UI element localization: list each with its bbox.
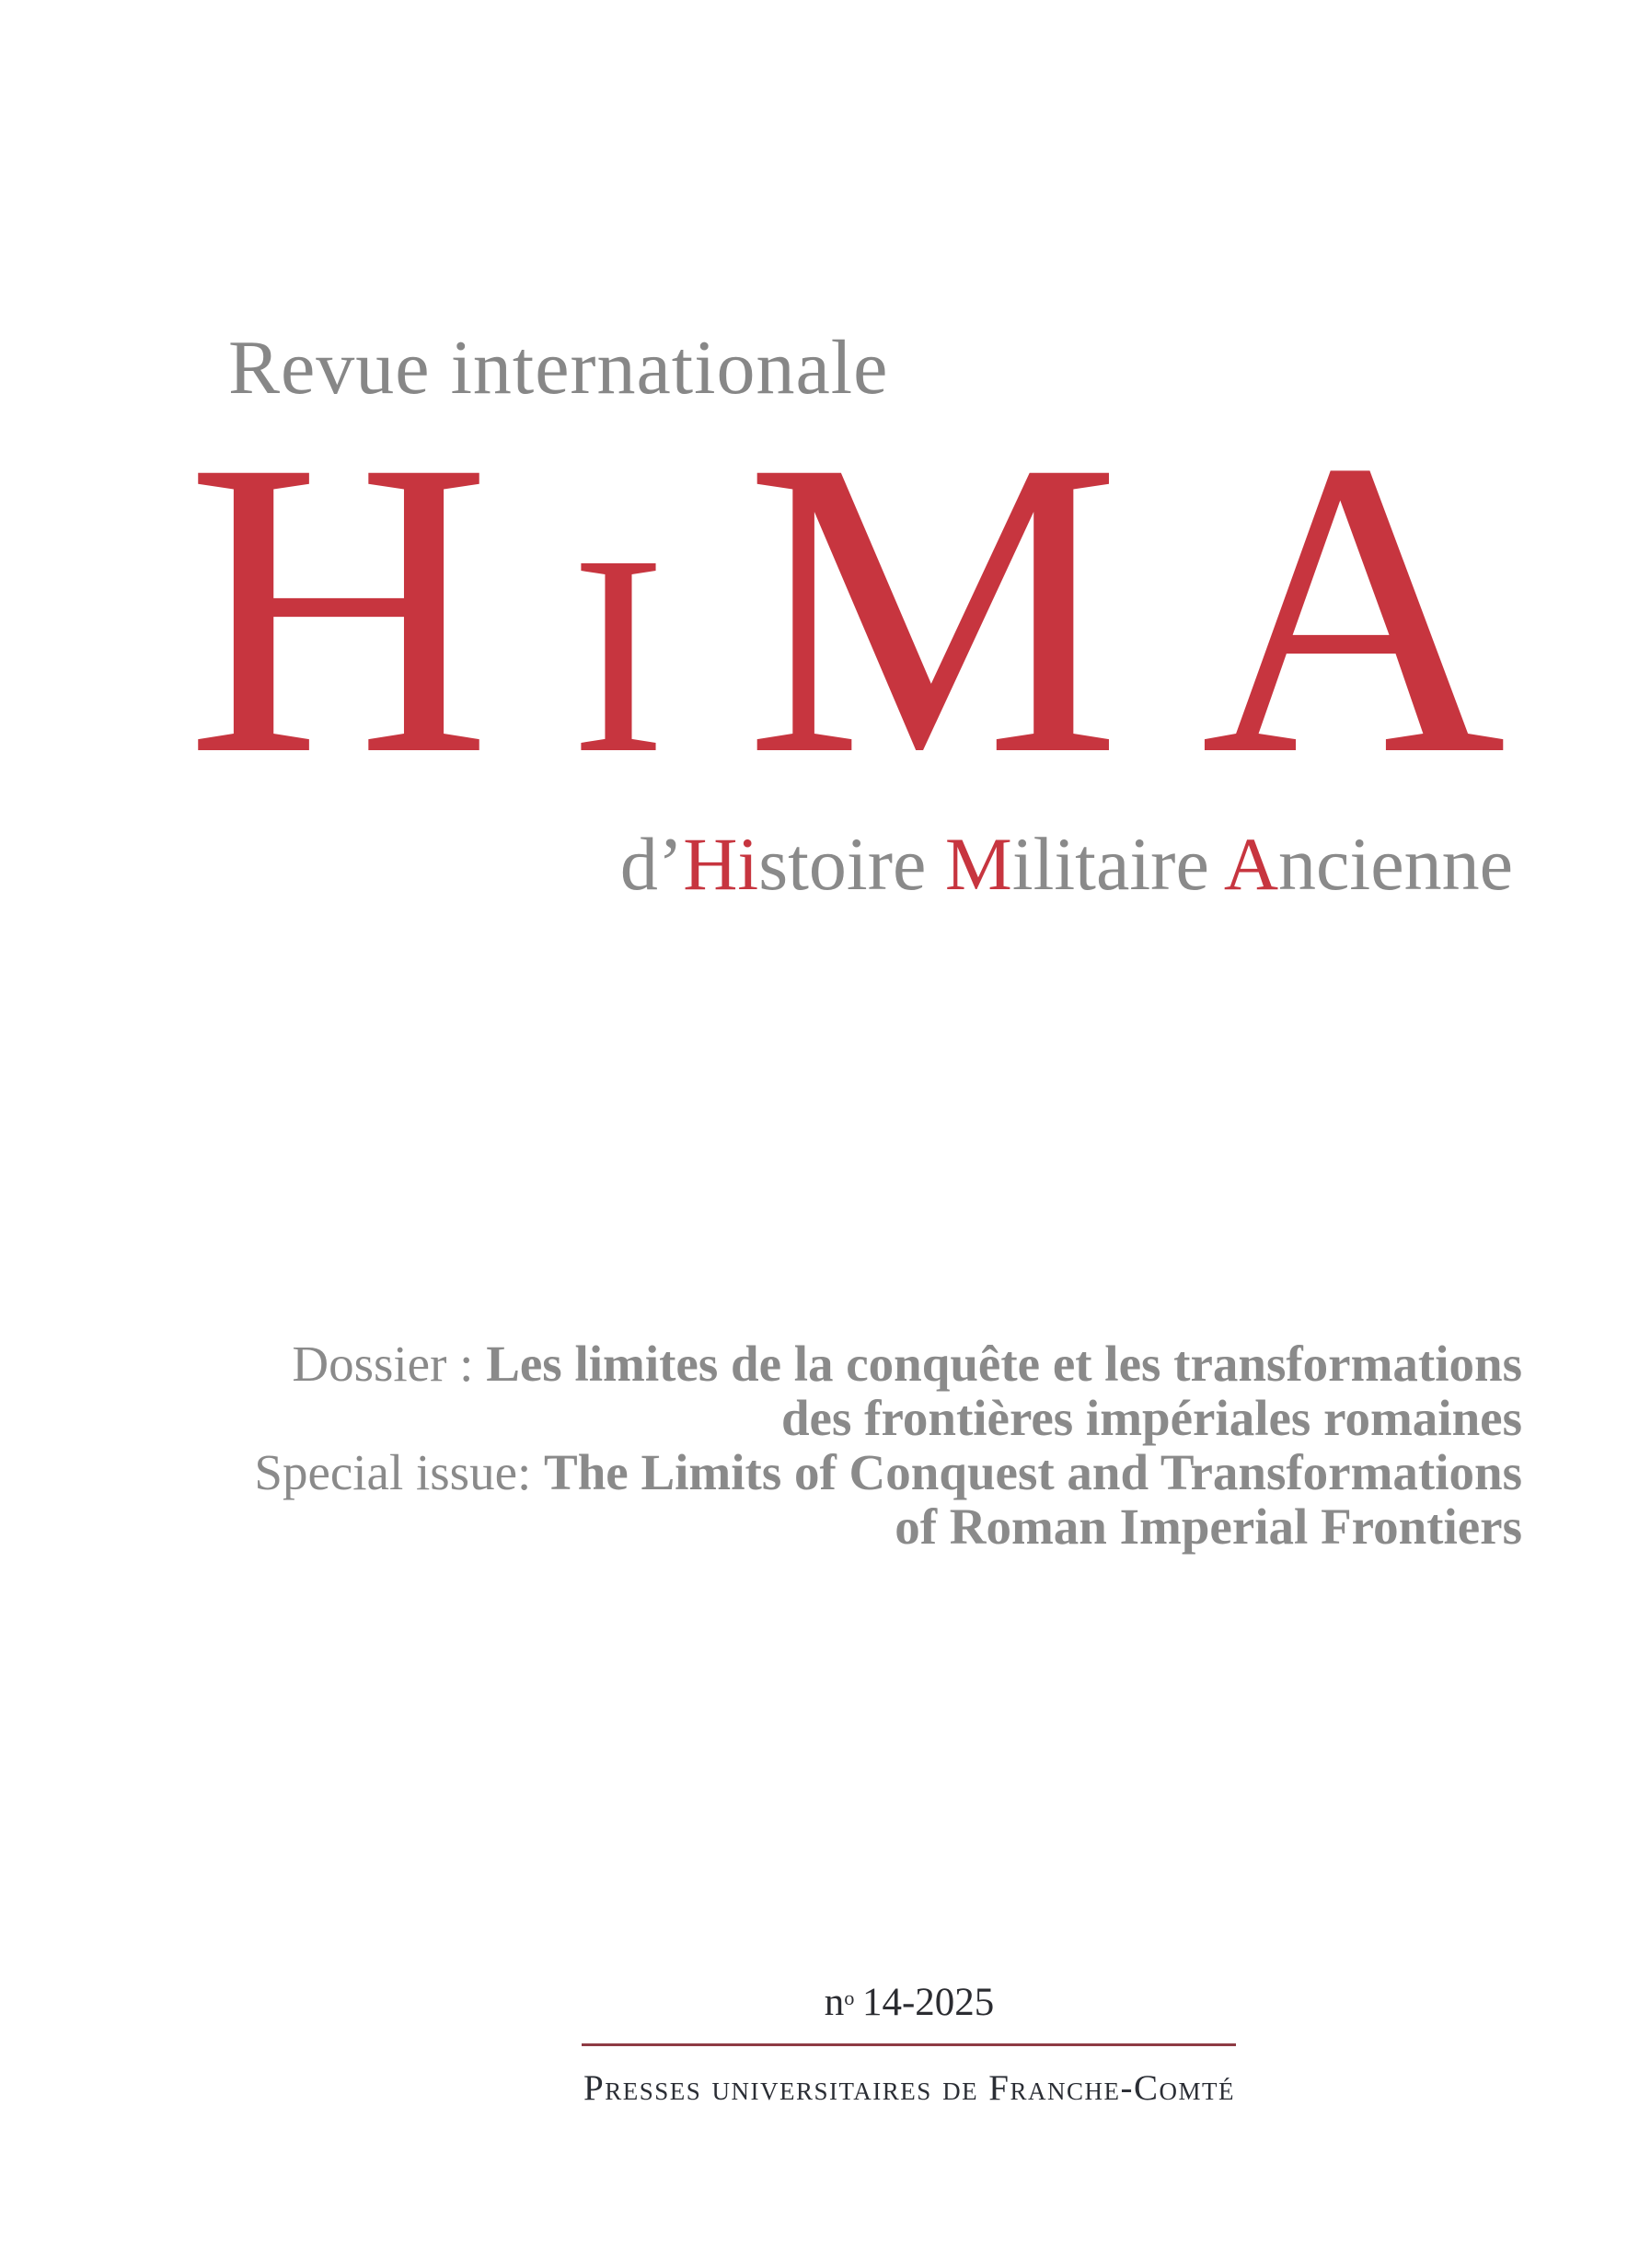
issue-value: 14-2025 [861,1981,995,2024]
subtitle-segment-red: Hi [683,822,759,906]
journal-series-title: Revue internationale [228,325,889,411]
dossier-en-prefix: Special issue: [254,1444,545,1500]
publisher-name: Presses universitaires de Franche-Comté [583,2068,1235,2108]
subtitle-segment-gray: stoire [758,822,945,906]
issue-n: n [824,1981,845,2024]
dossier-fr-title-1: Les limites de la conquête et les transformations [486,1336,1522,1392]
subtitle-segment-gray: d’ [619,822,684,906]
journal-subtitle [620,819,1513,909]
dossier-en-title-1: The Limits of Conquest and Transformations [544,1444,1522,1500]
subtitle-segment-gray: ilitaire [1011,822,1224,906]
logo-letter-i: I [571,497,666,813]
dossier-line-fr-1 [254,1336,1522,1391]
subtitle-segment-red: M [944,822,1012,906]
journal-logo [186,373,1507,842]
dossier-line-en-1 [254,1445,1522,1499]
dossier-line-en-2: of Roman Imperial Frontiers [895,1498,1522,1555]
issue-number [582,1979,1237,2027]
subtitle-segment-red: A [1223,822,1279,906]
dossier-line-fr-2: des frontières impériales romaines [780,1390,1522,1446]
issue-ordinal-sup: o [844,1985,855,2009]
dossier-block [254,1336,1522,1554]
logo-letter-a: A [1200,373,1507,842]
logo-letter-m: M [745,373,1122,842]
dossier-fr-prefix: Dossier : [292,1336,487,1392]
footer-rule [582,2043,1236,2046]
logo-letter-h: H [186,373,492,842]
subtitle-segment-gray: ncienne [1278,822,1513,906]
